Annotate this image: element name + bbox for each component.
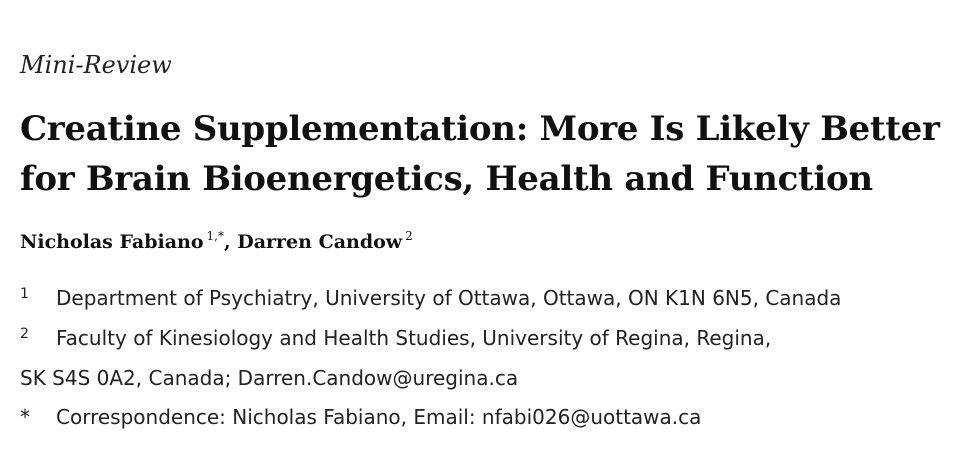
author-list — [20, 228, 413, 256]
affiliation-text: Department of Psychiatry, University of Ottawa, Ottawa, ON K1N 6N5, Canada — [56, 286, 842, 310]
title-line-1: Creatine Supplementation: More Is Likely Better — [20, 109, 940, 149]
correspondence-line: * Correspondence: Nicholas Fabiano, Email: nfabi026@uottawa.ca — [20, 405, 702, 429]
paper-title — [20, 104, 960, 204]
affiliation-1: 1 Department of Psychiatry, University of Ottawa, Ottawa, ON K1N 6N5, Canada — [20, 286, 842, 310]
affiliation-2-continuation: SK S4S 0A2, Canada; Darren.Candow@uregina.ca — [20, 366, 519, 390]
author-name: Darren Candow — [237, 231, 403, 253]
author-name: Nicholas Fabiano — [20, 231, 204, 253]
author-affil-mark: 1,* — [206, 229, 224, 243]
affiliation-2: 2 Faculty of Kinesiology and Health Studies, University of Regina, Regina, — [20, 326, 772, 350]
affiliation-text: Faculty of Kinesiology and Health Studies, University of Regina, Regina, — [56, 326, 772, 350]
title-line-2: for Brain Bioenergetics, Health and Function — [20, 159, 873, 199]
article-type-label: Mini-Review — [20, 51, 172, 79]
author-separator: , — [224, 231, 231, 253]
author-affil-mark: 2 — [405, 229, 413, 243]
correspondence-text: Correspondence: Nicholas Fabiano, Email: nfabi026@uottawa.ca — [56, 405, 702, 429]
